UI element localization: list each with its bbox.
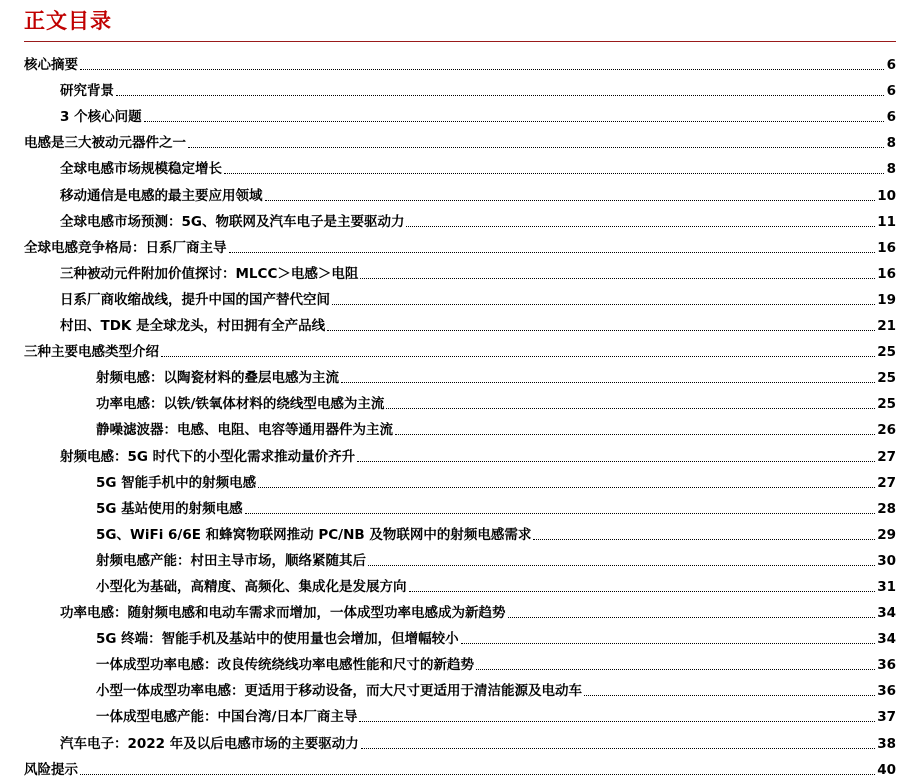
toc-entry-label: 5G 智能手机中的射频电感	[96, 474, 257, 491]
toc-entry[interactable]	[24, 756, 896, 782]
toc-entry-label: 研究背景	[60, 83, 114, 100]
toc-dot-leader	[116, 95, 884, 96]
toc-entry-label: 5G、WiFi 6/6E 和蜂窝物联网推动 PC/NB 及物联网中的射频电感需求	[96, 526, 532, 543]
toc-entry[interactable]	[24, 677, 896, 703]
toc-entry-label: 射频电感：5G 时代下的小型化需求推动量价齐升	[60, 448, 356, 465]
toc-entry-label: 功率电感：随射频电感和电动车需求而增加，一体成型功率电感成为新趋势	[60, 605, 506, 622]
toc-entry[interactable]	[24, 364, 896, 390]
toc-entry[interactable]	[24, 703, 896, 729]
toc-dot-leader	[584, 695, 875, 696]
toc-page-number: 6	[886, 57, 896, 74]
toc-entry[interactable]	[24, 651, 896, 677]
toc-entry[interactable]	[24, 625, 896, 651]
toc-dot-leader	[406, 226, 875, 227]
toc-entry-label: 移动通信是电感的最主要应用领域	[60, 187, 263, 204]
toc-entry[interactable]	[24, 155, 896, 181]
toc-dot-leader	[258, 487, 875, 488]
toc-dot-leader	[359, 721, 875, 722]
toc-dot-leader	[476, 669, 875, 670]
toc-entry-label: 功率电感：以铁/铁氧体材料的绕线型电感为主流	[96, 396, 385, 413]
toc-dot-leader	[368, 565, 875, 566]
toc-page-number: 36	[877, 657, 896, 674]
toc-dot-leader	[395, 434, 875, 435]
toc-page-number: 16	[877, 239, 896, 256]
toc-page-number: 25	[877, 396, 896, 413]
toc-page-number: 31	[877, 578, 896, 595]
toc-entry[interactable]	[24, 599, 896, 625]
toc-entry[interactable]	[24, 521, 896, 547]
toc-entry[interactable]	[24, 573, 896, 599]
toc-page-number: 19	[877, 291, 896, 308]
toc-page-number: 25	[877, 370, 896, 387]
toc-entry-label: 三种主要电感类型介绍	[24, 344, 159, 361]
toc-entry[interactable]	[24, 495, 896, 521]
toc-entry[interactable]	[24, 260, 896, 286]
toc-entry-label: 射频电感：以陶瓷材料的叠层电感为主流	[96, 370, 339, 387]
toc-entry-label: 汽车电子：2022 年及以后电感市场的主要驱动力	[60, 735, 359, 752]
toc-dot-leader	[188, 147, 884, 148]
toc-page-number: 26	[877, 422, 896, 439]
toc-entry-label: 日系厂商收缩战线，提升中国的国产替代空间	[60, 291, 330, 308]
toc-entry[interactable]	[24, 77, 896, 103]
toc-page-number: 8	[886, 161, 896, 178]
toc-dot-leader	[361, 748, 875, 749]
toc-dot-leader	[224, 173, 884, 174]
toc-entry-label: 静噪滤波器：电感、电阻、电容等通用器件为主流	[96, 422, 393, 439]
toc-dot-leader	[533, 539, 875, 540]
toc-entry-label: 小型化为基础，高精度、高频化、集成化是发展方向	[96, 578, 407, 595]
toc-dot-leader	[409, 591, 876, 592]
table-of-contents	[24, 51, 896, 782]
toc-entry[interactable]	[24, 442, 896, 468]
title-divider	[24, 41, 896, 42]
toc-entry[interactable]	[24, 729, 896, 755]
toc-entry-label: 核心摘要	[24, 57, 78, 74]
toc-entry[interactable]	[24, 208, 896, 234]
toc-page-number: 11	[877, 213, 896, 230]
toc-page-number: 29	[877, 526, 896, 543]
toc-dot-leader	[80, 69, 884, 70]
toc-dot-leader	[341, 382, 875, 383]
toc-dot-leader	[461, 643, 876, 644]
toc-dot-leader	[161, 356, 875, 357]
toc-entry-label: 三种被动元件附加价值探讨：MLCC＞电感＞电阻	[60, 265, 359, 282]
toc-page-number: 30	[877, 552, 896, 569]
toc-dot-leader	[360, 278, 875, 279]
toc-entry[interactable]	[24, 312, 896, 338]
toc-page-number: 21	[877, 318, 896, 335]
toc-page-number: 27	[877, 448, 896, 465]
toc-entry-label: 小型一体成型功率电感：更适用于移动设备，而大尺寸更适用于清洁能源及电动车	[96, 683, 582, 700]
toc-dot-leader	[229, 252, 876, 253]
toc-page-number: 40	[877, 761, 896, 778]
toc-entry[interactable]	[24, 286, 896, 312]
toc-dot-leader	[357, 461, 875, 462]
toc-dot-leader	[245, 513, 876, 514]
toc-dot-leader	[265, 200, 876, 201]
toc-entry[interactable]	[24, 390, 896, 416]
toc-entry[interactable]	[24, 469, 896, 495]
toc-page-number: 6	[886, 83, 896, 100]
toc-entry-label: 电感是三大被动元器件之一	[24, 135, 186, 152]
toc-entry-label: 全球电感竞争格局：日系厂商主导	[24, 239, 227, 256]
toc-entry-label: 射频电感产能：村田主导市场，顺络紧随其后	[96, 552, 366, 569]
toc-dot-leader	[144, 121, 884, 122]
toc-entry-label: 一体成型电感产能：中国台湾/日本厂商主导	[96, 709, 358, 726]
toc-page-number: 8	[886, 135, 896, 152]
toc-dot-leader	[80, 774, 875, 775]
toc-page-number: 36	[877, 683, 896, 700]
toc-page-number: 16	[877, 265, 896, 282]
toc-entry-label: 全球电感市场预测：5G、物联网及汽车电子是主要驱动力	[60, 213, 405, 230]
toc-entry-label: 5G 终端：智能手机及基站中的使用量也会增加，但增幅较小	[96, 631, 459, 648]
toc-entry[interactable]	[24, 416, 896, 442]
toc-page-number: 28	[877, 500, 896, 517]
toc-entry[interactable]	[24, 103, 896, 129]
toc-entry[interactable]	[24, 234, 896, 260]
toc-entry[interactable]	[24, 51, 896, 77]
toc-entry[interactable]	[24, 129, 896, 155]
toc-dot-leader	[332, 304, 875, 305]
toc-page-number: 38	[877, 735, 896, 752]
toc-entry[interactable]	[24, 338, 896, 364]
toc-page-number: 27	[877, 474, 896, 491]
toc-page-number: 34	[877, 631, 896, 648]
toc-dot-leader	[508, 617, 876, 618]
page-title: 正文目录	[24, 9, 112, 33]
toc-page-number: 10	[877, 187, 896, 204]
toc-entry-label: 全球电感市场规模稳定增长	[60, 161, 222, 178]
toc-dot-leader	[386, 408, 875, 409]
toc-page-number: 37	[877, 709, 896, 726]
toc-entry[interactable]	[24, 547, 896, 573]
toc-page-number: 34	[877, 605, 896, 622]
toc-entry-label: 5G 基站使用的射频电感	[96, 500, 243, 517]
toc-entry-label: 风险提示	[24, 761, 78, 778]
toc-entry[interactable]	[24, 181, 896, 207]
toc-entry-label: 一体成型功率电感：改良传统绕线功率电感性能和尺寸的新趋势	[96, 657, 474, 674]
toc-page-number: 25	[877, 344, 896, 361]
toc-entry-label: 村田、TDK 是全球龙头，村田拥有全产品线	[60, 318, 326, 335]
toc-dot-leader	[327, 330, 875, 331]
toc-page-number: 6	[886, 109, 896, 126]
toc-entry-label: 3 个核心问题	[60, 109, 142, 126]
